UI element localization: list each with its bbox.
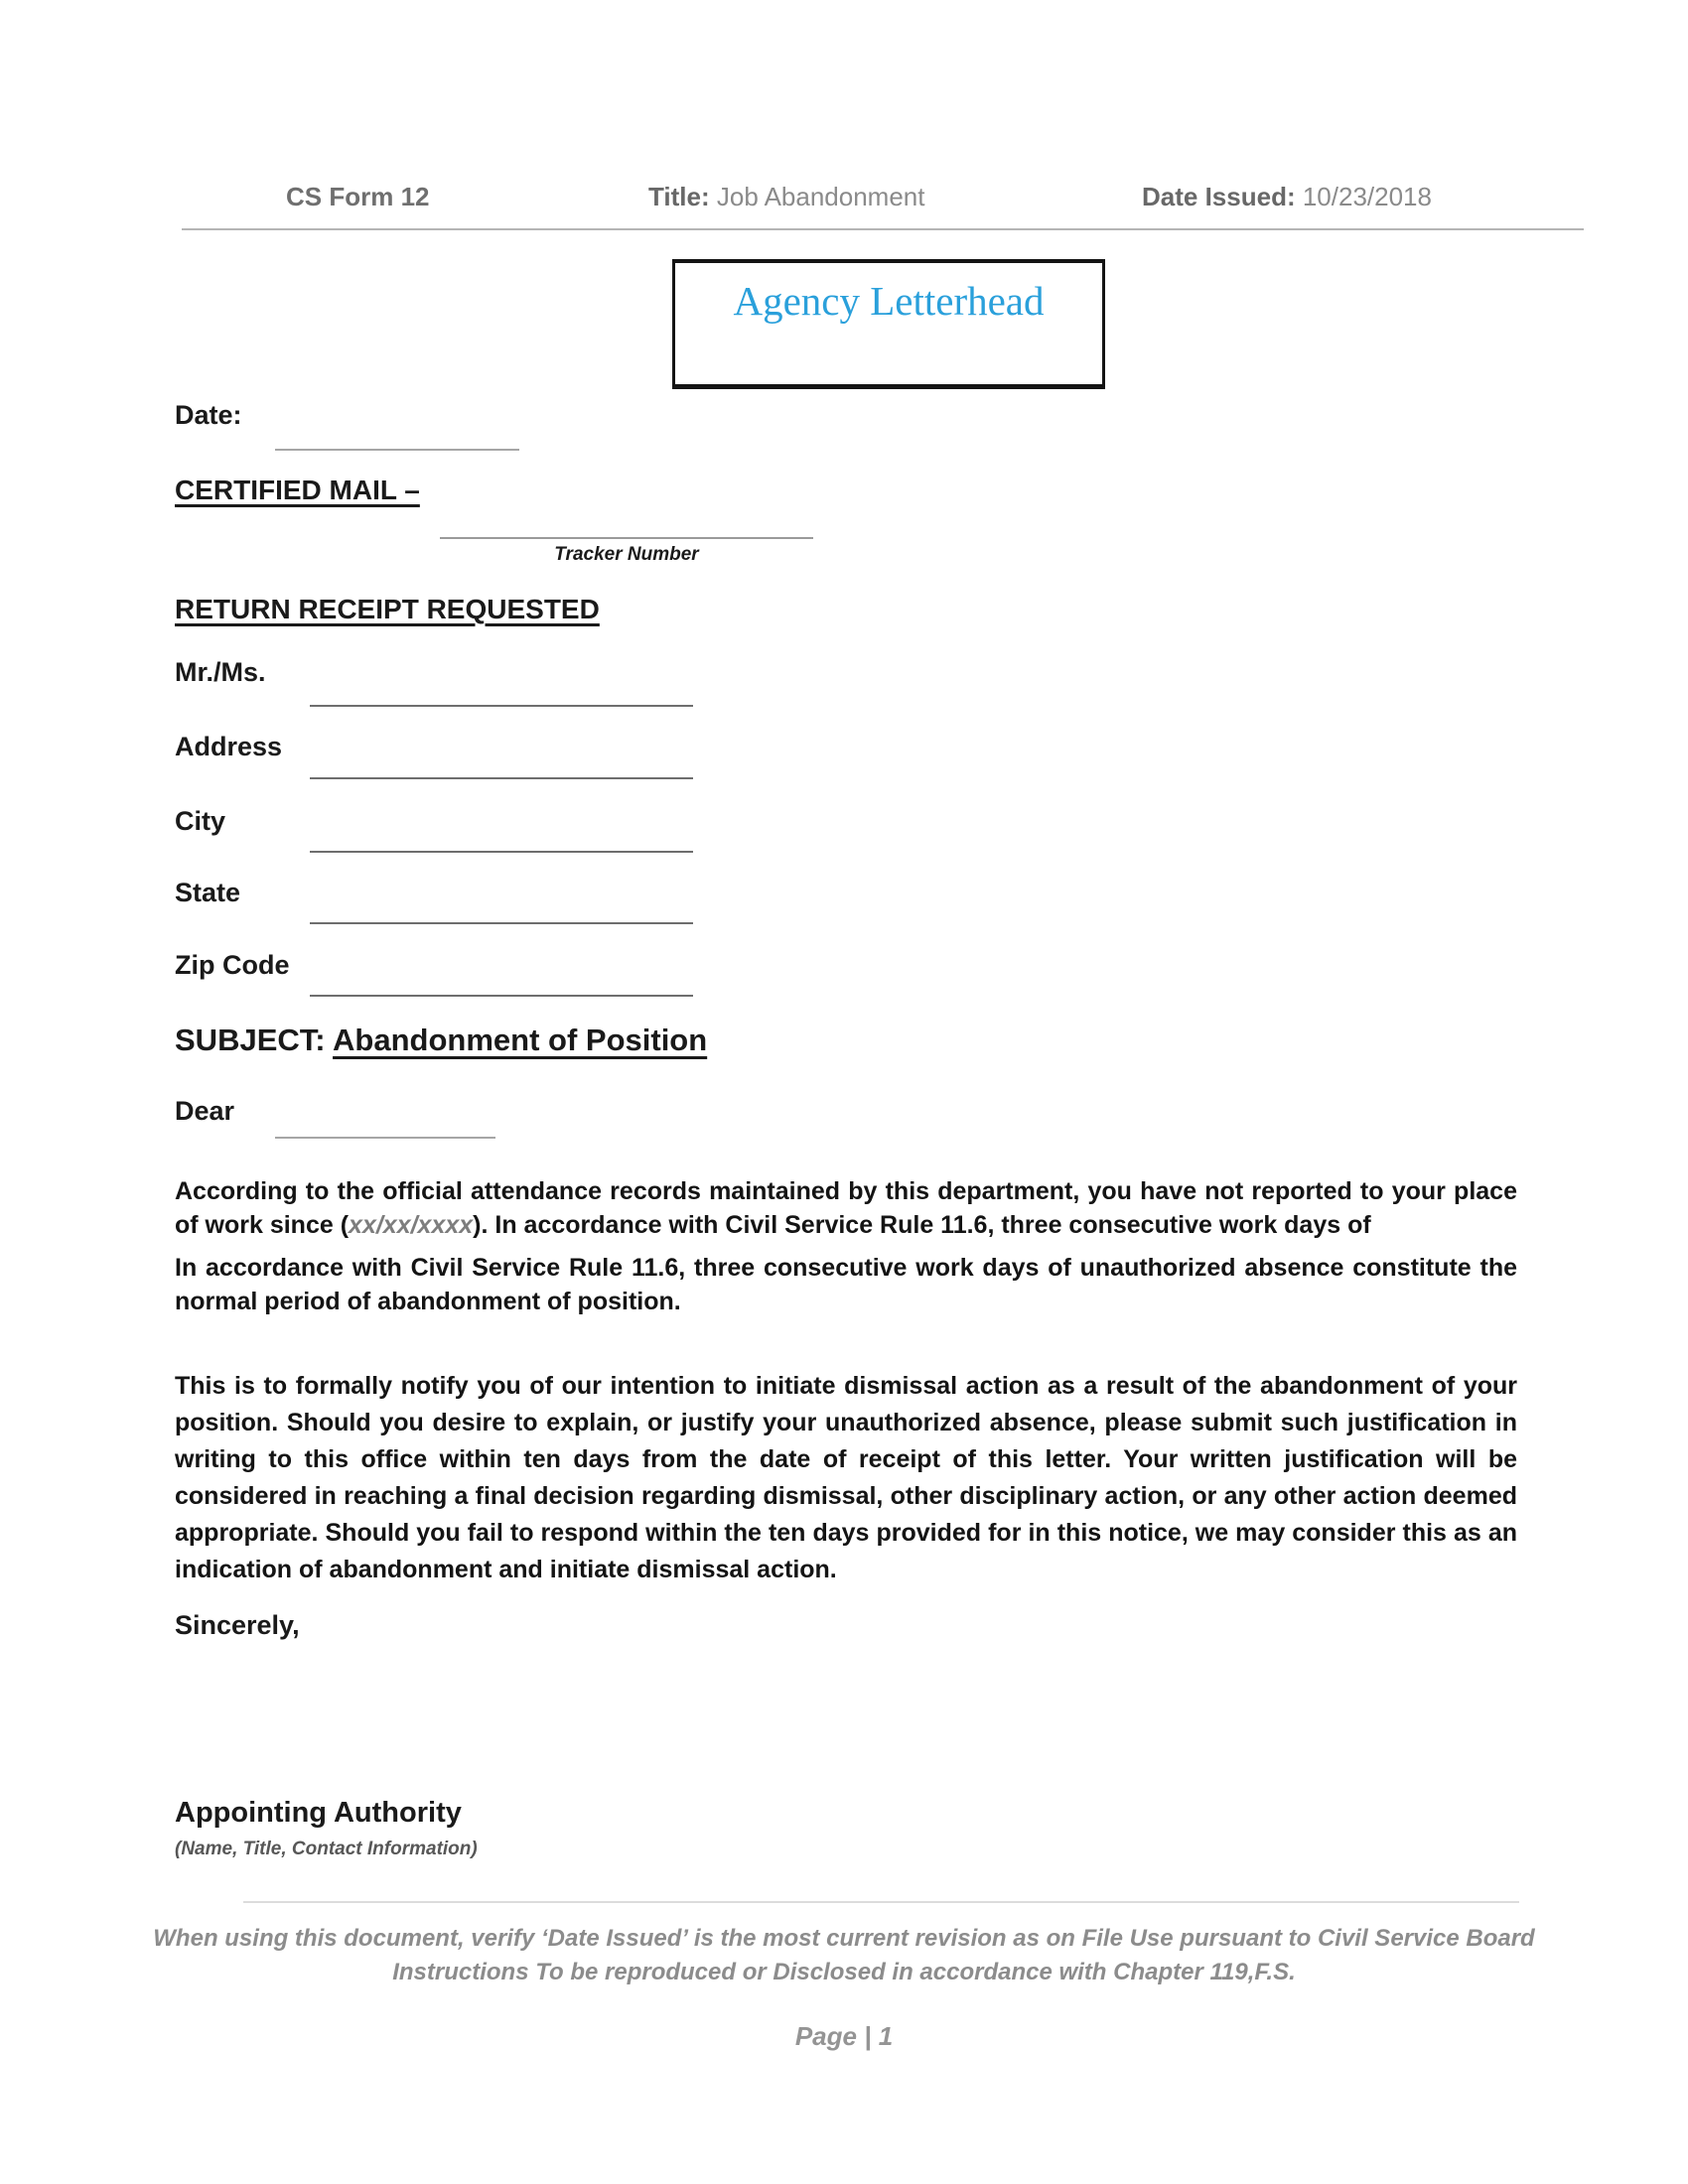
field-label-mr-ms: Mr./Ms.: [175, 657, 266, 687]
closing: Sincerely,: [175, 1610, 300, 1640]
field-label-state: State: [175, 878, 241, 907]
date-issued: [1142, 182, 1432, 212]
certified-mail-label: CERTIFIED MAIL –: [175, 475, 420, 505]
agency-letterhead-box: [672, 259, 1105, 389]
field-blank-zip-code: [310, 995, 693, 997]
subject-line: [175, 1023, 707, 1058]
salutation-label: Dear: [175, 1096, 235, 1126]
page-number: Page | 1: [794, 2021, 894, 2051]
salutation-blank-line: [275, 1137, 495, 1139]
date-placeholder: xx/xx/xxxx: [349, 1211, 474, 1239]
field-label-zip-code: Zip Code: [175, 950, 290, 980]
date-issued-value: 10/23/2018: [1302, 182, 1432, 211]
form-number: CS Form 12: [286, 182, 430, 211]
form-title-value: Job Abandonment: [716, 182, 925, 211]
field-label-address: Address: [175, 732, 283, 761]
paragraph-attendance-after: ). In accordance with Civil Service Rule 11.6, three consecutive work days of: [473, 1211, 1371, 1239]
field-blank-state: [310, 922, 693, 924]
paragraph-rule: In accordance with Civil Service Rule 11.6, three consecutive work days of unauthorized absence constitute the normal period of abandonment of position.: [175, 1254, 1517, 1315]
paragraph-attendance-before: According to the official attendance records maintained by this department, you have not reported to your place of work since (: [175, 1177, 1517, 1239]
signature-details: (Name, Title, Contact Information): [175, 1839, 478, 1859]
footer-divider: [243, 1901, 1519, 1903]
date-blank-line: [275, 449, 519, 451]
date-label: Date:: [175, 400, 242, 430]
field-blank-city: [310, 851, 693, 853]
form-title-label: Title:: [648, 182, 710, 211]
tracker-number-blank-line: [440, 537, 813, 539]
field-label-city: City: [175, 806, 226, 836]
form-title: [648, 182, 925, 212]
return-receipt-label: RETURN RECEIPT REQUESTED: [175, 594, 600, 624]
date-issued-label: Date Issued:: [1142, 182, 1296, 211]
header-divider: [182, 228, 1584, 230]
subject-label: SUBJECT:: [175, 1023, 334, 1057]
signature-name: Appointing Authority: [175, 1797, 462, 1829]
paragraph-attendance: [175, 1174, 1517, 1242]
subject-value: Abandonment of Position: [333, 1023, 708, 1057]
field-blank-address: [310, 777, 693, 779]
footer-disclaimer: When using this document, verify ‘Date Issued’ is the most current revision as on File Use pursuant to Civil Service Board Instructions To be reproduced or Disclosed in accordance with Chapter 119,F.S.: [153, 1925, 1535, 1985]
paragraph-notice: This is to formally notify you of our intention to initiate dismissal action as a result of the abandonment of your position. Should you desire to explain, or justify your unauthorized absence, please submit such justification in writing to this office within ten days from the date of receipt of this letter. Your written justification will be considered in reaching a final decision regarding dismissal, other disciplinary action, or any other action deemed appropriate. Should you fail to respond within the ten days provided for in this notice, we may consider this as an indication of abandonment and initiate dismissal action.: [175, 1372, 1517, 1583]
tracker-number-caption: Tracker Number: [554, 544, 699, 565]
agency-letterhead-text: Agency Letterhead: [733, 278, 1045, 324]
field-blank-mr-ms: [310, 705, 693, 707]
